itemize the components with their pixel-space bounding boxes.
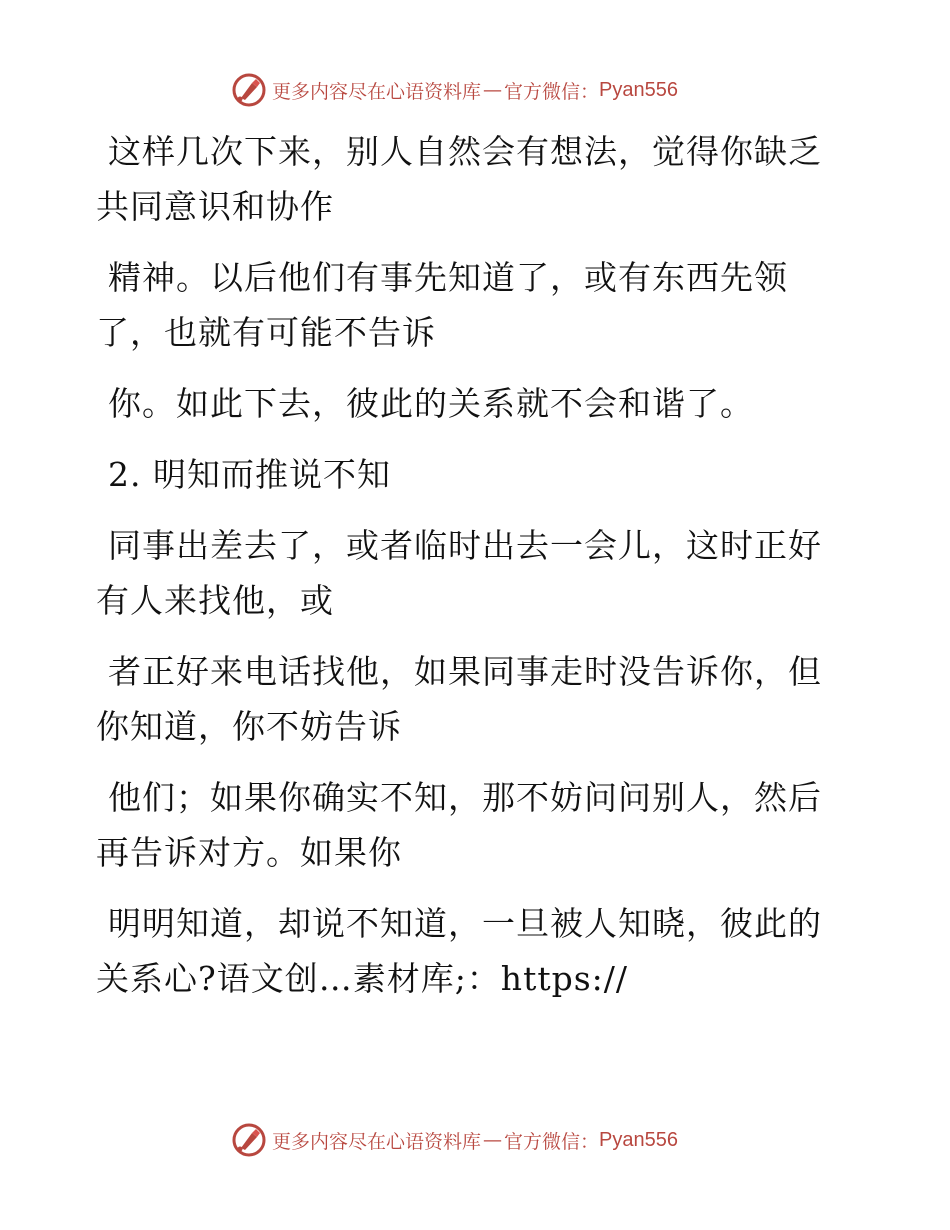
paragraph-line: 者正好来电话找他，如果同事走时没告诉你，但: [108, 652, 822, 691]
paragraph-line: 关系心?语文创…素材库;：https://: [96, 959, 629, 998]
pen-nib-logo-icon: [232, 73, 266, 107]
paragraph: [96, 250, 836, 360]
paragraph: [96, 896, 836, 1006]
paragraph-line: 明明知道，却说不知道，一旦被人知晓，彼此的: [108, 904, 822, 943]
paragraph-line: 共同意识和协作: [96, 187, 334, 226]
paragraph: [96, 770, 836, 880]
header-wechat-id: Pyan556: [599, 78, 678, 101]
pen-nib-logo-icon: [232, 1123, 266, 1157]
paragraph-line: 有人来找他，或: [96, 581, 334, 620]
paragraph: [96, 376, 836, 431]
paragraph-line: 了，也就有可能不告诉: [96, 313, 436, 352]
paragraph: [96, 518, 836, 628]
footer-banner: [232, 1122, 712, 1158]
footer-banner-text: 更多内容尽在心语资料库: [272, 1130, 482, 1153]
paragraph: [96, 447, 836, 502]
header-wechat-label: 官方微信：: [504, 80, 600, 103]
paragraph: [96, 644, 836, 754]
header-banner-text: 更多内容尽在心语资料库: [272, 80, 482, 103]
footer-wechat-label: 官方微信：: [504, 1130, 600, 1153]
paragraph-line: 2. 明知而推说不知: [108, 455, 391, 494]
header-banner-separator: —: [483, 79, 503, 101]
document-body: [96, 124, 836, 1022]
paragraph-line: 再告诉对方。如果你: [96, 833, 402, 872]
header-banner: [232, 72, 712, 108]
paragraph-line: 同事出差去了，或者临时出去一会儿，这时正好: [108, 526, 822, 565]
paragraph-line: 他们；如果你确实不知，那不妨问问别人，然后: [108, 778, 822, 817]
paragraph-line: 这样几次下来，别人自然会有想法，觉得你缺乏: [108, 132, 822, 171]
footer-wechat-id: Pyan556: [599, 1128, 678, 1151]
paragraph-line: 你知道，你不妨告诉: [96, 707, 402, 746]
paragraph: [96, 124, 836, 234]
paragraph-line: 精神。以后他们有事先知道了，或有东西先领: [108, 258, 788, 297]
footer-banner-separator: —: [483, 1129, 503, 1151]
paragraph-line: 你。如此下去，彼此的关系就不会和谐了。: [108, 384, 754, 423]
